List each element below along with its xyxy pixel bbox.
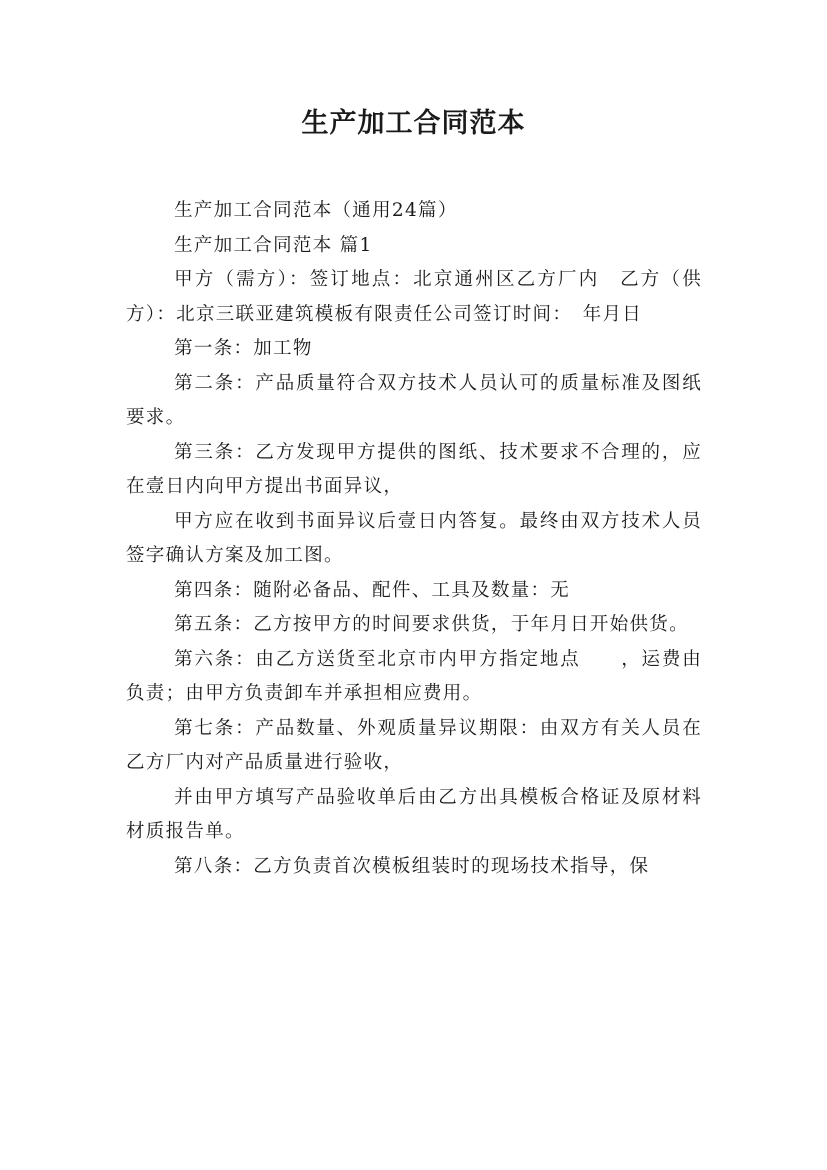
paragraph-article-7: 第七条：产品数量、外观质量异议期限：由双方有关人员在乙方厂内对产品质量进行验收，: [126, 717, 702, 773]
paragraph-subtitle: 生产加工合同范本（通用24篇）: [174, 200, 458, 221]
paragraph-article-3-cont: 甲方应在收到书面异议后壹日内答复。最终由双方技术人员签字确认方案及加工图。: [126, 510, 702, 566]
paragraph-article-8: 第八条：乙方负责首次模板组装时的现场技术指导，保: [174, 855, 650, 877]
paragraph-article-7-cont: 并由甲方填写产品验收单后由乙方出具模板合格证及原材料材质报告单。: [126, 786, 702, 842]
document-title: 生产加工合同范本: [301, 108, 526, 139]
paragraph-article-3: 第三条：乙方发现甲方提供的图纸、技术要求不合理的，应在壹日内向甲方提出书面异议，: [126, 441, 702, 497]
paragraph-article-6: 第六条：由乙方送货至北京市内甲方指定地点 ，运费由负责；由甲方负责卸车并承担相应费用。: [126, 648, 702, 704]
paragraph-article-5: 第五条：乙方按甲方的时间要求供货，于年月日开始供货。: [174, 614, 689, 635]
paragraph-article-2: 第二条：产品质量符合双方技术人员认可的质量标准及图纸要求。: [126, 372, 702, 428]
paragraph-article-1: 第一条：加工物: [174, 338, 313, 359]
document-body: [126, 194, 702, 884]
paragraph-article-4: 第四条：随附必备品、配件、工具及数量：无: [174, 579, 571, 601]
paragraph-parties: 甲方（需方）：签订地点：北京通州区乙方厂内 乙方（供方）：北京三联亚建筑模板有限责任公司签订时间： 年月日: [126, 269, 702, 325]
paragraph-section-heading: 生产加工合同范本 篇1: [174, 234, 373, 256]
